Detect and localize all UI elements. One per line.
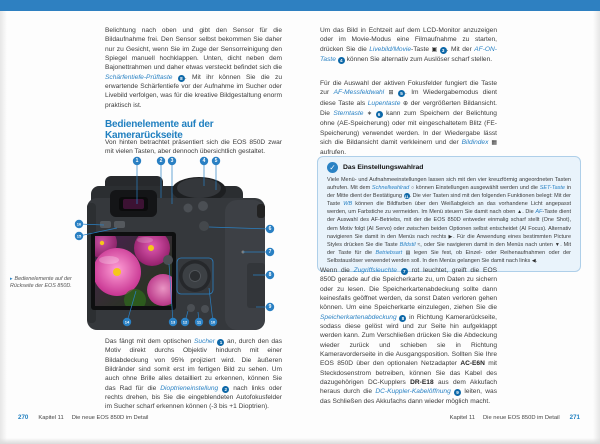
callout-number-3: 3 [170, 158, 174, 164]
keyword-term: Schärfentiefe-Prüftaste [105, 73, 173, 81]
callout-ref-3: 3 [440, 47, 447, 54]
callout-ref-5: 5 [398, 90, 405, 97]
info-button [114, 221, 125, 228]
callout-number-2: 2 [159, 158, 163, 164]
keyword-term: Betriebsart [375, 249, 403, 256]
window-top-bar [0, 0, 600, 11]
callout-ref-11: 11 [404, 193, 409, 199]
keyword-term: Bildstil [399, 241, 416, 248]
set-button [190, 271, 201, 282]
ae-lock-button [199, 221, 209, 231]
chapter-title: Die neue EOS 850D im Detail [71, 415, 149, 421]
section-heading: Bedienelemente auf der Kamerarückseite [105, 119, 214, 141]
dial-icon: ○ [410, 185, 415, 192]
callout-ref-2: 2 [222, 386, 229, 393]
index-icon: ▦ [491, 140, 497, 147]
down-icon: ▼ [554, 241, 561, 248]
keyword-term: WB [343, 201, 353, 208]
paragraph-viewfinder: Das fängt mit dem optischen Sucher 1 an, durch den das Motiv direkt durchs Objektiv hindurch mit einer Bildabdeckung von 95% projiziert wird. Die äußeren Bildränder sind somit erst im fertigen Bild zu sehen. Um auch ohne Brille alles detailliert zu erkennen, können Sie das Rad für die Dioptrieneinstellung 2 nach links oder rechts drehen, bis Sie die eingeblendeten Autofokusfelder im Sucher scharf erkennen können (-3 bis +1 Dioptrien). [105, 338, 282, 411]
camera-body-art [87, 176, 265, 330]
info-box-title: Das Einstellungswahlrad [343, 164, 424, 171]
chapter-title: Die neue EOS 850D im Detail [482, 415, 560, 421]
footer-right [450, 414, 580, 421]
page-edge-right [593, 11, 600, 444]
keyword-term: Speicherkartenabdeckung [320, 313, 397, 321]
keyword-term: DC-Kuppler-Kabelöffnung [375, 388, 451, 396]
magnifier-icon: ⊕ [403, 100, 409, 107]
star-icon: ∗ [367, 111, 373, 118]
af-grid-icon: ⊞ [388, 90, 394, 97]
af-point-button [184, 204, 193, 213]
callout-number-11: 11 [196, 319, 202, 325]
playback-button [187, 304, 195, 312]
right-icon: ▶ [448, 233, 454, 240]
keyword-term: Sucher [194, 338, 215, 345]
q-button [163, 255, 173, 265]
picture-style-icon: ≈ [417, 241, 421, 248]
callout-number-5: 5 [214, 158, 218, 164]
callout-number-1: 1 [135, 158, 139, 164]
callout-number-8: 8 [268, 272, 272, 278]
page-number-right: 271 [569, 414, 580, 421]
paragraph-af-selection: Für die Auswahl der aktiven Fokusfelder fungiert die Taste zur AF-Messfeldwahl ⊞ 5 . Im Wiedergabemodus dient diese Taste als Lupentaste ⊕ der vergrößerten Bildansicht. Die Sterntaste ∗ 6 kann zum Speichern der Belichtung ohne (AE-Speicherung) oder mit eingeschaltetem Blitz (FE-Speicherung) verwendet werden. In der Wiedergabe lässt sich die Bildansicht damit verkleinern und der Bildindex ▦ aufrufen. [320, 80, 497, 157]
figure-caption: ▸ Bedienelemente auf der Rückseite der EOS 850D. [10, 276, 72, 290]
callout-number-10: 10 [210, 319, 216, 325]
callout-number-12: 12 [182, 319, 188, 325]
callout-number-6: 6 [268, 226, 272, 232]
keyword-term: Zugriffsleuchte [353, 267, 397, 274]
callout-number-15: 15 [76, 233, 82, 239]
keyword-term: AF [535, 209, 543, 216]
page-number-left: 270 [18, 414, 29, 421]
callout-number-4: 4 [202, 158, 206, 164]
callout-number-13: 13 [170, 319, 176, 325]
footer-left [18, 414, 148, 421]
left-icon: ◀ [531, 257, 536, 264]
keyword-term: SET-Taste [539, 185, 565, 192]
product-code: AC-E6N [460, 360, 485, 368]
callout-ref-8: 8 [178, 75, 185, 82]
paragraph-liveview: Um das Bild in Echtzeit auf dem LCD-Monitor anzuzeigen oder im Movie-Modus eine Filmaufnahme zu starten, drücken Sie die Livebild/Movie-Taste ▣ 3 . Mit der AF-ON-Taste 4 können Sie alternativ zum Auslöser scharf stellen. [320, 27, 497, 64]
keyword-term: Dioptrieneinstellung [160, 384, 219, 392]
keyword-term: Bildindex [461, 139, 489, 147]
keyword-term: Sterntaste [333, 110, 364, 118]
figure-camera-back [57, 148, 302, 336]
keyword-term: AF-ON-Taste [320, 45, 497, 64]
up-icon: ▲ [517, 209, 523, 216]
page-edge-bottom [0, 438, 600, 444]
callout-ref-4: 4 [338, 57, 345, 64]
info-box-einstellungswahlrad [317, 156, 581, 272]
callout-number-14: 14 [124, 319, 130, 325]
callout-ref-9: 9 [454, 389, 461, 396]
info-box-header [327, 162, 571, 173]
keyword-term: Lupentaste [367, 99, 401, 107]
camera-icon: ▣ [431, 46, 438, 53]
chapter-label: Kapitel 11 [449, 415, 475, 421]
callout-ref-7: 7 [401, 268, 408, 275]
paragraph-memory-card: Wenn die Zugriffsleuchte 7 rot leuchtet, greift die EOS 850D gerade auf die Speicherkarte zu, um Daten zu sichern oder zu lesen. Die Speicherkartenabdeckung sollte dann keinesfalls geöffnet werden, da sonst Daten verloren gehen können. Um eine Speicherkarte einzulegen, ziehen Sie die Speicherkartenabdeckung 8 in Richtung Kamerarückseite, sodass diese gelöst wird und zur Seite hin aufgeklappt werden kann. Zum Verschließen drücken Sie die Abdeckung wieder zurück und schieben sie in Richtung Kameravorderseite in die Ausgangsposition. Sollten Sie Ihre EOS 850D über den optionalen Netzadapter AC-E6N mit Steckdosenstrom betreiben, können Sie das Kabel des dazugehörigen DC-Kupplers DR-E18 aus dem Akkufach heraus durch die DC-Kuppler-Kabelöffnung 9 leiten, was das Schließen des Akkufachs dann wieder möglich macht. [320, 267, 497, 405]
callout-ref-1: 1 [217, 339, 224, 346]
paragraph-rear-intro: Von hinten betrachtet präsentiert sich die EOS 850D zwar mit vielen Tasten, aber dennoch übersichtlich gestaltet. [105, 139, 282, 156]
keyword-term: Livebild/Movie [369, 45, 412, 53]
callout-number-7: 7 [268, 249, 272, 255]
check-icon: ✓ [327, 162, 338, 173]
chapter-label: Kapitel 11 [38, 415, 64, 421]
drive-mode-icon: ▤ [405, 249, 411, 256]
callout-number-9: 9 [268, 304, 272, 310]
callout-number-16: 16 [76, 221, 82, 227]
page-edge-left [0, 11, 7, 444]
delete-button [201, 305, 209, 313]
keyword-term: AF-Messfeldwahl [333, 89, 385, 97]
product-code: DR-E18 [410, 379, 434, 387]
info-box-body: Viele Menü- und Aufnahmeeinstellungen lassen sich mit den vier kreuzförmig angeordneten Tasten aufrufen. Mit dem Schnellwahlrad ○ können Einstellungen ausgewählt werden und die SET-Taste in der Mitte dient der Bestätigung 11. Die vier Tasten sind mit den folgenden Funktionen belegt: Mit der Taste WB können die Bildfarben über den Weißabgleich an das vorhandene Licht angepasst werden, um Farbstiche zu vermeiden. Im Menü steuern Sie damit nach oben ▲. Die AF-Taste dient der Auswahl des AF-Betriebs, mit der die EOS 850D entweder einmalig scharf stellt (One Shot), dem Motiv folgt (AI Servo) oder zwischen beiden Optionen selbst entscheidet (AI Focus). Alternativ navigieren Sie damit in den Menüs nach rechts ▶. Für die Anwendung eines bestimmten Picture Styles drücken Sie die Taste Bildstil ≈, oder Sie navigieren damit in den Menüs nach unten ▼. Mit der Taste für die Betriebsart ▤ legen Sie fest, ob Einzel- oder Reihenaufnahmen oder der Selbstauslöser verwendet werden soll. In den Menüs gelangen Sie damit nach links ◀. [327, 177, 572, 264]
menu-button [100, 221, 111, 228]
callout-ref-6: 6 [376, 111, 383, 118]
card-door [247, 263, 265, 308]
paragraph-depth-preview: Belichtung nach oben und gibt den Sensor für die Bildaufnahme frei. Den Sensor selbst bekommen Sie daher nur zu Gesicht, wenn Sie im Zuge der Sensorreinigung den Spiegel manuell hochklappen. Unten, dicht neben dem Bajonettrahmen und daher etwas versteckt befindet sich die Schärfentiefe-Prüftaste 8 . Mit ihr können Sie die zu erwartende Schärfentiefe vor der Aufnahme im Sucher oder Livebild verfolgen, was für die kreative Bildgestaltung enorm praktisch ist. [105, 27, 282, 109]
keyword-term: Schnellwahlrad [371, 185, 410, 192]
caption-marker-icon: ▸ [10, 276, 13, 282]
callout-ref-8: 8 [399, 315, 406, 322]
live-view-button [198, 201, 208, 211]
